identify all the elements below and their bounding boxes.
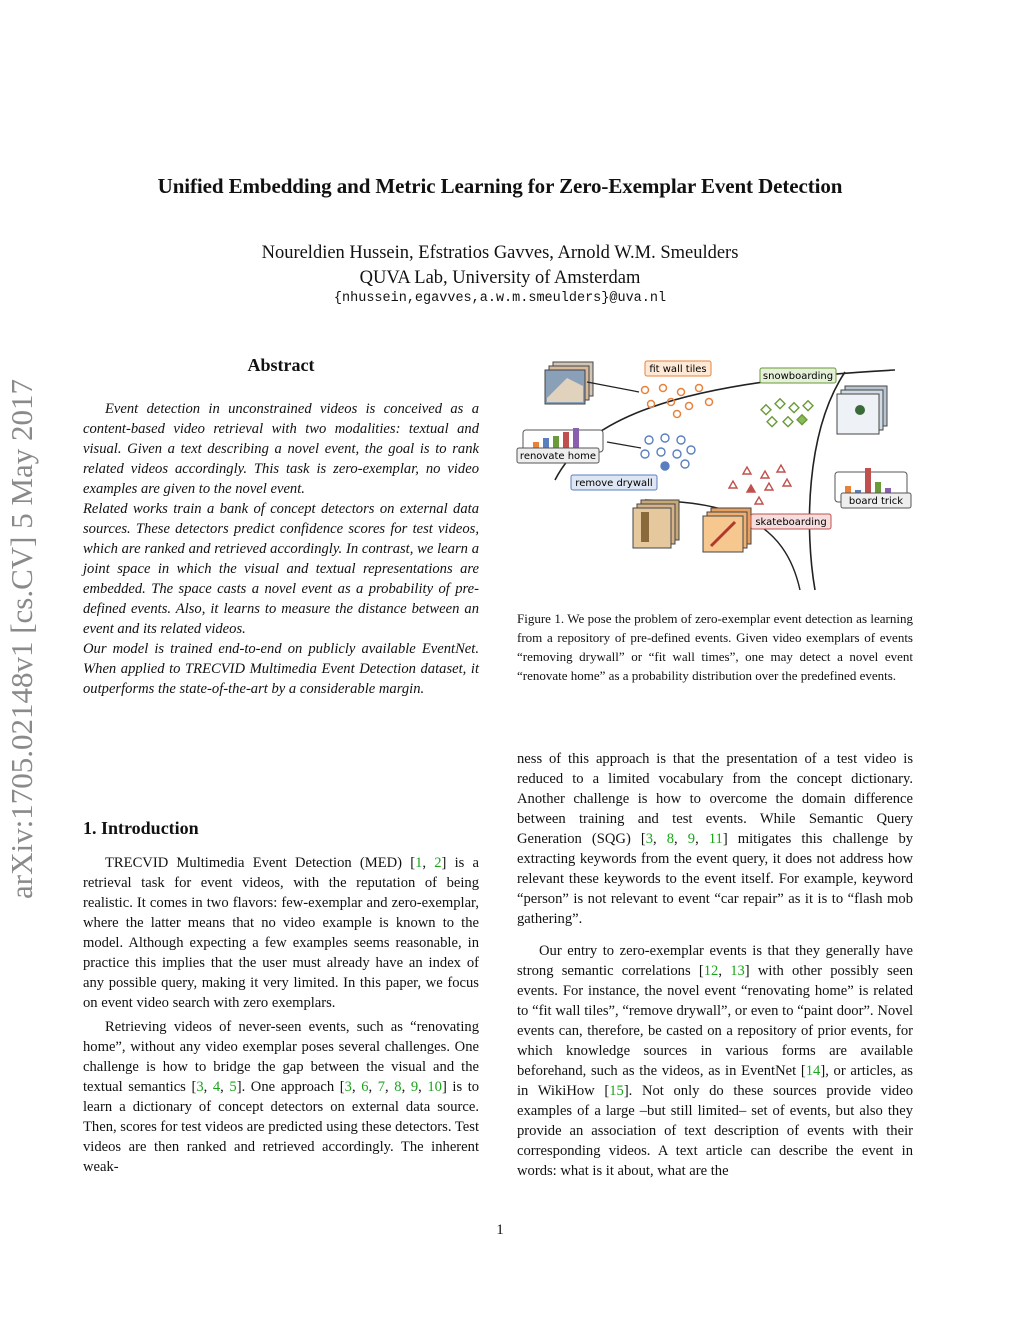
citation-link[interactable]: 12 (703, 963, 719, 979)
video-stack-remove-drywall (633, 500, 679, 548)
citation-link[interactable]: 2 (434, 855, 442, 871)
abstract-paragraph-2: Related works train a bank of concept detectors on external data sources. These detectors predict confidence scores for test videos, which are ranked and retrieved accordingly. In contrast, we learn a joint space in which the visual and textual representations are embedded. The space casts a novel event as a probability of pre-defined events. Also, it learns to measure the distance between an event and its related videos. (83, 501, 479, 637)
figure-1 (515, 352, 915, 602)
figure-1-illustration (515, 352, 915, 602)
citation-link[interactable]: 8 (666, 831, 675, 847)
right-paragraph-1: ness of this approach is that the presentation of a test video is reduced to a limited vocabulary from the concept dictionary. Another challenge is how to overcome the domain difference between training and test events. While Semantic Query Generation (SQG) [3, 8, 9, 11] mitigates this challenge by extracting keywords from the event query, it does not address how relevant these keywords to the event itself. For example, keyword “person” is not relevant to event “car repair” as it is to “flash mob gathering”. (517, 751, 914, 927)
label-board-trick-text: board trick (848, 496, 904, 507)
label-fit-wall-tiles (645, 361, 711, 376)
citation-link[interactable]: 11 (708, 831, 723, 847)
text-span: ] mitigates this challenge by extracting keywords from the event query, it does not address how relevant these keywords to the event itself. For example, keyword “person” is not relevant to event “car repair” as it is to “flash mob gathering”. (517, 831, 914, 927)
paper-title: Unified Embedding and Metric Learning for Zero-Exemplar Event Detection (157, 174, 843, 198)
label-board-trick (841, 493, 911, 508)
text-span: Our entry to zero-exemplar events is that they generally have strong semantic correlations [ (517, 943, 913, 979)
text-span: ] is to learn a dictionary of concept detectors on external data source. Then, scores for test videos are predicted using these detectors. Test videos are then ranked and retrieved accordingly. The inherent weak- (83, 1079, 480, 1175)
abstract-body (83, 399, 479, 699)
intro-paragraph-1 (83, 853, 479, 1013)
video-stack-fit-wall-tiles (545, 362, 593, 404)
label-skateboarding-text: skateboarding (755, 517, 827, 528)
label-renovate-home (517, 448, 599, 463)
abstract-paragraph-3: Our model is trained end-to-end on publicly available EventNet. When applied to TRECVID Multimedia Event Detection dataset, it outperforms the state-of-the-art by a considerable margin. (83, 641, 479, 697)
abstract-paragraph-1: Event detection in unconstrained videos is conceived as a content-based video retrieval with two modalities: textual and visual. Given a text describing a novel event, the goal is to rank related videos accordingly. This task is zero-exemplar, no video examples are given to the novel event. (83, 401, 479, 497)
text-span: , (422, 855, 435, 871)
citation-link[interactable]: 3 (344, 1079, 352, 1095)
citation-link[interactable]: 8 (394, 1079, 402, 1095)
arxiv-stamp: arXiv:1705.02148v1 [cs.CV] 5 May 2017 (4, 378, 39, 900)
label-snowboarding (760, 368, 836, 383)
text-span: ness of this approach is that the presentation of a test video is reduced to a limited vocabulary from the concept dictionary. Another challenge is how to overcome the domain difference between training and test events. While Semantic Query Generation (SQG) [ (517, 751, 913, 847)
text-span: ] with other possibly seen events. For instance, the novel event “renovating home” is related to “fit wall tiles”, “remove drywall”, or even to “paint door”. Novel events can, therefore, be casted on a repository of prior events, for which knowledge sources in various forms are available beforehand, such as the videos, as in EventNet [ (517, 963, 913, 1079)
citation-link[interactable]: 9 (410, 1079, 419, 1095)
author-block (0, 241, 1000, 291)
label-fit-wall-tiles-text: fit wall tiles (649, 364, 707, 375)
label-remove-drywall-text: remove drywall (575, 478, 653, 489)
cluster-skateboarding (729, 465, 791, 504)
video-stack-skateboarding (703, 508, 751, 552)
introduction-body (83, 853, 479, 1181)
text-span: ]. Not only do these sources provide video examples of a large –but still limited– set of events, but also they provide an association of text description of events with their corresponding videos. A text article can describe the event in words: what is it about, what are the (517, 1083, 914, 1179)
citation-link[interactable]: 4 (212, 1079, 221, 1095)
cluster-fit-wall-tiles (642, 385, 713, 418)
citation-link[interactable]: 14 (805, 1063, 821, 1079)
label-snowboarding-text: snowboarding (762, 371, 834, 382)
video-stack-snowboarding (837, 386, 887, 434)
right-paragraph-2: Our entry to zero-exemplar events is that they generally have strong semantic correlations [12, 13] with other possibly seen events. For instance, the novel event “renovating home” is related to “fit wall tiles”, “remove drywall”, or even to “paint door”. Novel events can, therefore, be casted on a repository of prior events, for which knowledge sources in various forms are available beforehand, such as the videos, as in EventNet [14], or articles, as in WikiHow [15]. Not only do these sources provide video examples of a large –but still limited– set of events, but also they provide an association of text description of events with their corresponding videos. A text article can describe the event in words: what is it about, what are the (517, 943, 914, 1179)
text-span: Retrieving videos of never-seen events, such as “renovating home”, without any video exemplar poses several challenges. One challenge is how to bridge the gap between the visual and the textual semantics [ (83, 1019, 479, 1095)
citation-link[interactable]: 5 (229, 1079, 237, 1095)
page-number: 1 (496, 1222, 504, 1238)
citation-link[interactable]: 7 (377, 1079, 386, 1095)
citation-link[interactable]: 9 (687, 831, 696, 847)
cluster-snowboarding (761, 399, 813, 427)
abstract-heading: Abstract (247, 355, 315, 375)
label-remove-drywall (571, 475, 657, 490)
text-span: ]. One approach [ (236, 1079, 345, 1095)
author-emails: {nhussein,egavves,a.w.m.smeulders}@uva.nl (333, 291, 667, 306)
cluster-remove-drywall (641, 434, 695, 470)
intro-paragraph-2: Retrieving videos of never-seen events, such as “renovating home”, without any video exemplar poses several challenges. One challenge is how to bridge the gap between the visual and the textual semantics [3, 4, 5]. One approach [3, 6, 7, 8, 9, 10] is to learn a dictionary of concept detectors on external data source. Then, scores for test videos are predicted using these detectors. Test videos are then ranked and retrieved accordingly. The inherent weak- (83, 1019, 480, 1175)
affiliation: QUVA Lab, University of Amsterdam (359, 268, 641, 288)
citation-link[interactable]: 3 (645, 831, 654, 847)
text-span: ] is a retrieval task for event videos, with the reputation of being realistic. It comes in two flavors: few-exemplar and zero-exemplar, where the latter means that no video example is known to the model. Although expecting a few examples seems reasonable, in practice this implies that the user must already have an index of any possible query, making it very limited. In this paper, we focus on event video search with zero exemplars. (83, 855, 479, 1011)
author-names: Noureldien Hussein, Efstratios Gavves, Arnold W.M. Smeulders (261, 243, 739, 263)
figure-1-caption: Figure 1. We pose the problem of zero-exemplar event detection as learning from a repository of pre-defined events. Given video exemplars of events “removing drywall” or “fit wall times”, one may detect a novel event “renovate home” as a probability distribution over the predefined events. (517, 611, 913, 683)
text-span: TRECVID Multimedia Event Detection (MED) [ (105, 855, 416, 871)
citation-link[interactable]: 10 (427, 1079, 442, 1095)
right-column-body (517, 749, 913, 1193)
label-skateboarding (751, 514, 831, 529)
text-span: ], or articles, as in WikiHow [ (517, 1063, 913, 1099)
section-heading-introduction: 1. Introduction (83, 818, 199, 838)
citation-link[interactable]: 15 (609, 1083, 624, 1099)
citation-link[interactable]: 1 (415, 855, 423, 871)
citation-link[interactable]: 3 (196, 1079, 204, 1095)
citation-link[interactable]: 6 (361, 1079, 369, 1095)
label-renovate-home-text: renovate home (519, 451, 597, 462)
citation-link[interactable]: 13 (730, 963, 745, 979)
